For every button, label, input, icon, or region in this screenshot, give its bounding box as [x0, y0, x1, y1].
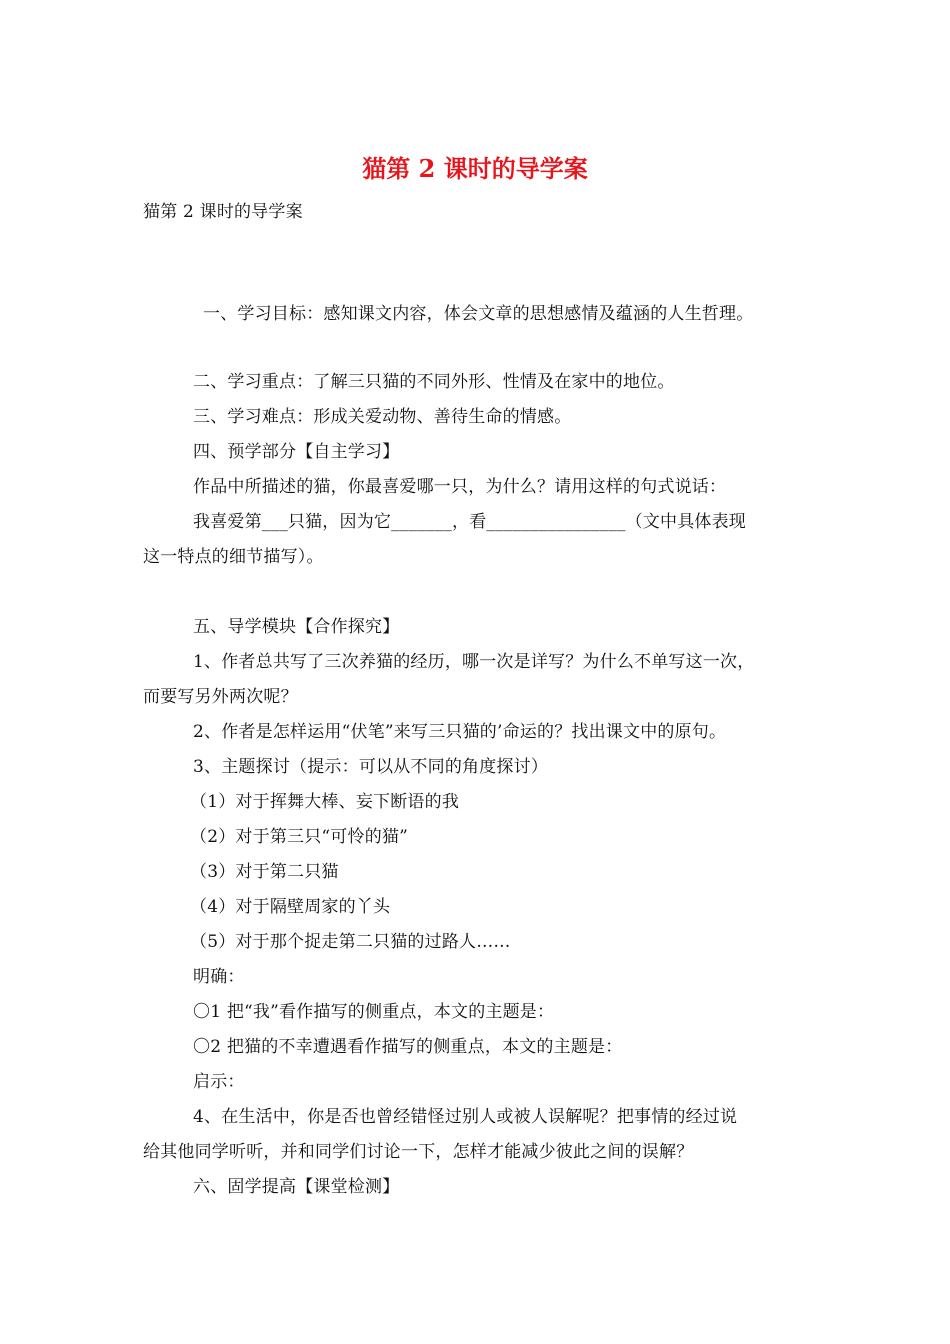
- list-item: （3）对于第二只猫: [190, 862, 339, 882]
- list-item: 〇2 把猫的不幸遭遇看作描写的侧重点，本文的主题是：: [193, 1037, 623, 1057]
- paragraph-line: 这一特点的细节描写）。: [143, 547, 324, 567]
- section-six-heading: 六、固学提高【课堂检测】: [193, 1177, 400, 1197]
- section-five-heading: 五、导学模块【合作探究】: [193, 617, 400, 637]
- question-line: 4、在生活中，你是否也曾经错怪过别人或被人误解呢？把事情的经过说: [193, 1107, 738, 1127]
- list-item: （5）对于那个捉走第二只猫的过路人……: [190, 932, 511, 952]
- list-item: 〇1 把“我”看作描写的侧重点，本文的主题是：: [193, 1002, 555, 1022]
- question-line: 1、作者总共写了三次养猫的经历，哪一次是详写？为什么不单写这一次，: [193, 652, 755, 672]
- question-line: 而要写另外两次呢？: [143, 687, 298, 707]
- key-point-line: 二、学习重点：了解三只猫的不同外形、性情及在家中的地位。: [193, 372, 675, 392]
- insight-label: 启示：: [193, 1072, 245, 1092]
- list-item: （4）对于隔壁周家的丫头: [190, 897, 391, 917]
- objective-line: 一、学习目标：感知课文内容，体会文章的思想感情及蕴涵的人生哲理。: [203, 304, 754, 324]
- document-title: 猫第 2 课时的导学案: [362, 154, 588, 183]
- fill-in-line: 我喜爱第___只猫，因为它_______，看________________（文中具体表现: [193, 512, 746, 532]
- question-line: 给其他同学听听，并和同学们讨论一下，怎样才能减少彼此之间的误解？: [143, 1142, 694, 1162]
- list-item: （1）对于挥舞大棒、妄下断语的我: [190, 792, 460, 812]
- document-subtitle: 猫第 2 课时的导学案: [143, 202, 303, 222]
- list-item: （2）对于第三只“可怜的猫”: [190, 827, 408, 847]
- section-four-heading: 四、预学部分【自主学习】: [193, 442, 400, 462]
- paragraph-line: 作品中所描述的猫，你最喜爱哪一只，为什么？请用这样的句式说话：: [193, 477, 727, 497]
- difficulty-line: 三、学习难点：形成关爱动物、善待生命的情感。: [193, 407, 572, 427]
- clarify-label: 明确：: [193, 967, 245, 987]
- question-line: 2、作者是怎样运用“伏笔”来写三只猫的’命运的？找出课文中的原句。: [193, 722, 727, 742]
- question-line: 3、主题探讨（提示：可以从不同的角度探讨）: [193, 757, 549, 777]
